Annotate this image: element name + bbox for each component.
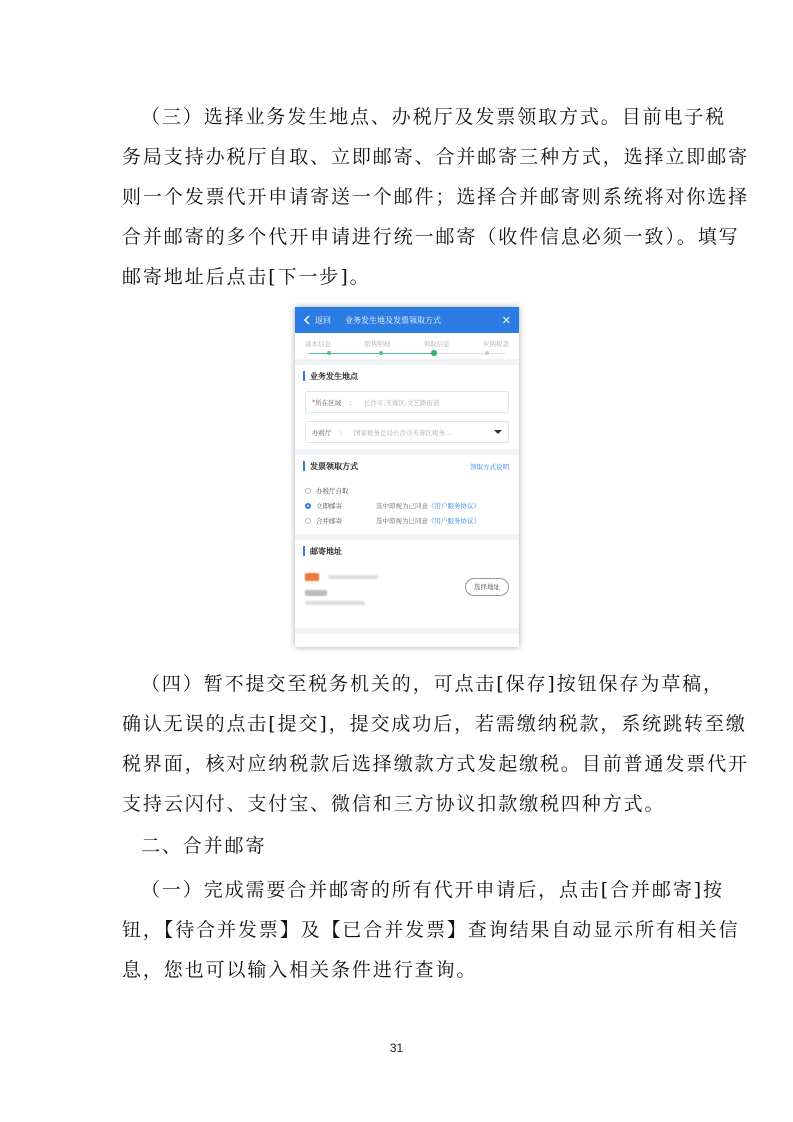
option-merged-mail[interactable] [295,513,519,528]
back-button[interactable] [303,315,331,326]
heading-merged-mail [122,826,680,866]
phone-screenshot [295,307,519,647]
service-agreement-link[interactable]: 《用户服务协议》 [428,517,480,525]
radio-checked-icon [305,503,311,509]
step-tax-due: 应纳税款 [482,340,509,348]
address-card[interactable] [295,562,519,628]
caret-down-icon [494,430,502,434]
region-value: 长沙市,芙蓉区,文艺路街道 [363,398,440,407]
back-label: 返回 [315,315,331,325]
select-address-button[interactable]: 选择地址 [465,578,509,596]
text-line: 邮寄地址后点击[下一步]。 [122,266,371,288]
chevron-left-icon [303,315,311,325]
text-line: 合并邮寄的多个代开申请进行统一邮寄（收件信息必须一致）。填写 [122,226,740,248]
radio-unchecked-icon [305,518,311,524]
redacted-text [328,575,378,579]
screen-title: 业务发生地及发票领取方式 [345,315,441,325]
required-mark: * [312,398,316,406]
text-line: 息，您也可以输入相关条件进行查询。 [122,959,478,981]
tax-office-select[interactable] [305,421,509,443]
agreement-text: 选中即视为已同意 [376,502,428,510]
text-line: （四）暂不提交至税务机关的，可点击[保存]按钮保存为草稿， [141,673,724,695]
text-line: 支持云闪付、支付宝、微信和三方协议扣款缴税四种方式。 [122,793,666,815]
step-basic-info: 基本信息 [305,340,331,348]
step-pickup-info: 领取信息 [423,340,450,348]
step-track [309,353,505,354]
option-self-pickup[interactable] [295,483,519,498]
region-field[interactable] [305,391,509,413]
option-label: 合并邮寄 [316,517,342,525]
paragraph-merged-mail-steps [122,870,740,990]
text-line: 确认无误的点击[提交]，提交成功后，若需缴纳税款，系统跳转至缴 [122,713,747,735]
option-label: 立即邮寄 [316,502,342,510]
tax-office-value: 国家税务总局长沙市芙蓉区税务... [354,428,452,437]
text-line: 税界面，核对应纳税款后选择缴款方式发起缴税。目前普通发票代开 [122,753,750,775]
app-header [295,307,519,333]
option-mail-now[interactable] [295,498,519,513]
field-separator: ： [339,428,346,437]
text-line: 务局支持办税厅自取、立即邮寄、合并邮寄三种方式，选择立即邮寄 [122,146,750,168]
paragraph-pickup-method [122,97,750,297]
step-progress [295,333,519,359]
redacted-name [305,590,327,596]
text-line: 二、合并邮寄 [141,835,267,857]
section-title-pickup [295,455,519,477]
option-label: 办税厅自取 [316,487,349,495]
agreement-text: 选中即视为已同意 [376,517,428,525]
text-line: （三）选择业务发生地点、办税厅及发票领取方式。目前电子税 [141,106,727,128]
tax-office-label: 办税厅 [312,428,332,437]
agreement-note [376,501,480,510]
divider [295,628,519,634]
paragraph-submit [122,664,750,824]
text-line: 钮，【待合并发票】及【已合并发票】查询结果自动显示所有相关信 [122,919,740,941]
service-agreement-link[interactable]: 《用户服务协议》 [428,502,480,510]
section-title-address: 邮寄地址 [295,540,519,562]
region-label: 所在区域 [315,398,342,407]
text-line: 则一个发票代开申请寄送一个邮件；选择合并邮寄则系统将对你选择 [122,186,750,208]
close-icon[interactable]: ✕ [501,313,511,327]
text-line: （一）完成需要合并邮寄的所有代开申请后，点击[合并邮寄]按 [141,879,724,901]
section-title-pickup-text: 发票领取方式 [310,461,358,471]
section-title-location: 业务发生地点 [295,365,519,387]
step-sales-detail: 销售明细 [364,340,391,348]
agreement-note [376,516,480,525]
page-number: 31 [389,1041,404,1055]
field-separator: ： [349,398,356,407]
default-tag [305,573,319,581]
redacted-phone [305,601,365,605]
pickup-help-link[interactable]: 领取方式说明 [470,462,509,471]
radio-unchecked-icon [305,488,311,494]
